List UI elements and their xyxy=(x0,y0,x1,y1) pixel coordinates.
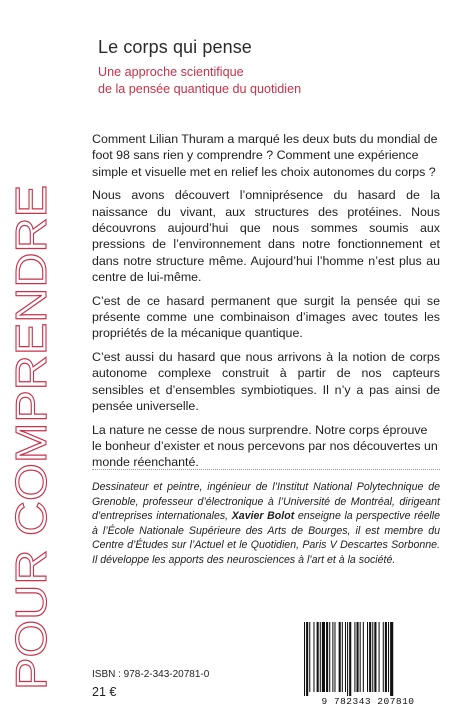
subtitle-line-1: Une approche scientifique xyxy=(98,65,244,79)
blurb-paragraph-4: C’est aussi du hasard que nous arrivons à la notion de corps autonome complexe construit à partir de nos capteurs sensibles et d’ensembles symbiotiques. Il n’y a pas ainsi de pensée universelle. xyxy=(92,349,440,414)
book-title: Le corps qui pense xyxy=(98,37,252,57)
barcode-bar xyxy=(349,622,351,696)
barcode-bar xyxy=(326,622,328,692)
barcode-bar xyxy=(374,622,376,692)
barcode-bar xyxy=(313,622,314,692)
barcode-bar xyxy=(354,622,355,692)
barcode-bar xyxy=(363,622,364,692)
barcode-bar xyxy=(369,622,371,692)
blurb-paragraph-2: Nous avons découvert l’omniprésence du hasard de la naissance du vivant, aux structures des protéines. Nous découvrons aujourd’hui que nous sommes soumis aux pressions de l’environnement dans notre fonctionnement et dans notre structure même. Aujourd’hui l’homme n’est plus au centre de lui-même. xyxy=(92,188,440,285)
barcode-bar xyxy=(367,622,368,692)
barcode-bar xyxy=(360,622,361,692)
barcode-bar xyxy=(317,622,319,692)
barcode-bar xyxy=(347,622,348,696)
bio-rest: enseigne la perspective réelle à l’École Nationale Supérieure des Arts de Bourges, il est membre du Centre d’Études sur l’Actuel et le Quotidien, Paris V Descartes Sorbonne. Il développe les apports des neurosciences à l’art et à la société. xyxy=(92,510,440,566)
price: 21 € xyxy=(92,685,117,699)
barcode-bar xyxy=(345,622,346,692)
barcode-bar xyxy=(306,622,308,696)
barcode-digits: 9 782343 207810 xyxy=(321,696,415,707)
barcode-bar xyxy=(357,622,359,692)
book-subtitle xyxy=(98,64,301,98)
barcode-bar xyxy=(379,622,380,692)
barcode-bar xyxy=(320,622,321,692)
barcode-bar xyxy=(372,622,373,692)
series-label xyxy=(2,178,58,698)
barcode-bar xyxy=(342,622,343,692)
series-label-text: POUR COMPRENDRE xyxy=(7,232,56,690)
barcode-bar xyxy=(309,622,310,692)
author-name: Xavier Bolot xyxy=(231,510,295,523)
isbn: ISBN : 978-2-343-20781-0 xyxy=(92,669,210,680)
blurb xyxy=(92,131,440,478)
blurb-paragraph-5: La nature ne cesse de nous surprendre. Notre corps éprouve le bonheur d’exister et nous percevons par nos découvertes un monde réenchanté. xyxy=(92,422,438,470)
barcode-bar xyxy=(334,622,335,692)
barcode-bar xyxy=(339,622,341,692)
barcode-bar xyxy=(390,622,393,696)
barcode-bar xyxy=(304,622,305,696)
subtitle-line-2: de la pensée quantique du quotidien xyxy=(98,82,302,96)
barcode-bar xyxy=(385,622,387,692)
author-bio xyxy=(92,480,440,568)
barcode-bar xyxy=(332,622,333,692)
blurb-paragraph-3: C’est de ce hasard permanent que surgit la pensée qui se présente comme une combinaison d’images avec toutes les propriétés de la mécanique quantique. xyxy=(92,293,440,341)
barcode-bar xyxy=(322,622,325,692)
bio-intro: Dessinateur et peintre, ingénieur de l’Institut National Polytechnique de Grenoble, professeur d’électronique à l’Université de Montréal, dirigeant d’entreprises internationales, xyxy=(92,481,440,523)
section-divider xyxy=(92,469,440,470)
barcode-bar xyxy=(329,622,330,692)
barcode-bar xyxy=(383,622,384,692)
blurb-paragraph-1: Comment Lilian Thuram a marqué les deux buts du mondial de foot 98 sans rien y comprendre ? Comment une expérience simple et visuelle met en relief les choix autonomes du corps ? xyxy=(92,132,438,179)
barcode xyxy=(298,620,438,708)
barcode-bar xyxy=(388,622,389,692)
